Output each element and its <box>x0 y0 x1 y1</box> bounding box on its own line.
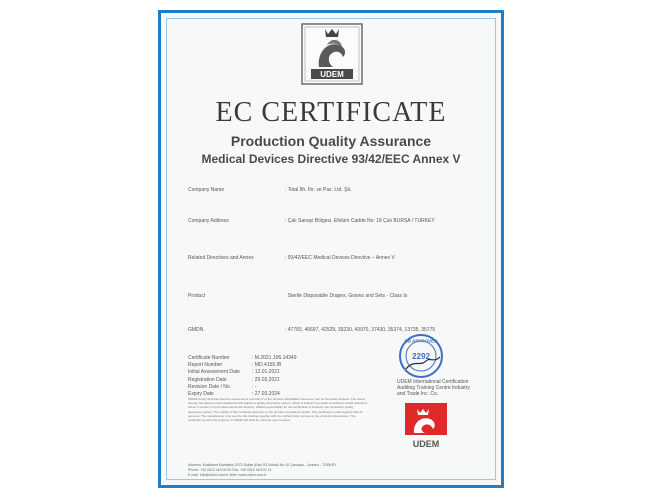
field-label: Related Directives and Annex <box>188 255 254 261</box>
stamp-text: NB APPROVED <box>404 338 438 344</box>
meta-row: Initial Assessment Date : 12.01.2021 <box>188 369 280 376</box>
issuer-block: UDEM International Certification Auditing Training Centre Industry and Trade Inc. Co. <box>397 379 470 397</box>
meta-row: Expiry Date : 27.03.2024 <box>188 391 280 398</box>
field-value: : 93/42/EEC Medical Devices Directive – Annex V <box>285 255 395 261</box>
certificate-frame <box>158 10 504 488</box>
field-company-name <box>188 187 352 193</box>
field-label: Company Address <box>188 218 229 224</box>
meta-row: Report Number : MD.4159.IB <box>188 362 282 369</box>
footer-contact: Address: Mutlukent Mahallesi 2073 Sokak (Eski 93 Sokak) No:10 Çankaya – Ankara – TURKEY Phone: +90 0312 443 03 90 Fax: +90 0312 443 03 74 E-mail: info@udem.com.tr Web: www.udem.com.tr <box>188 463 337 477</box>
field-gmdn <box>188 327 436 333</box>
field-label: GMDN <box>188 327 204 333</box>
field-company-address <box>188 218 435 224</box>
field-label: Company Name <box>188 187 225 193</box>
field-value: : 47783, 46697, 42529, 39230, 43970, 37430, 35374, 13735, 35775 <box>285 327 436 333</box>
fine-print: UDEM hereby declares that the requirements of Annex V of the directive 93/42/EEC have been met for the listed products. The above named manufacturer has established and applies a quality assurance system, which is subject to periodic surveillance audits defined in Annex V section 4 of the aforementioned directive. UDEM responsibility for CE certification is limited to the production quality assurance system. The validity of this certificate depends on the periodic surveillance audits. This certificate is valid together with its annexes. The manufacturer may use the CE marking together with the notified body number on the products listed above. The certificate remains the property of UDEM and shall be returned upon request. <box>188 397 368 423</box>
field-value: : Çalı Sanayi Bölgesi, Efelüm Cadde No: 18 Çalı BURSA / TURKEY <box>285 218 435 224</box>
meta-row: Revision Date / No. : - <box>188 383 257 390</box>
udem-crown-logo-icon <box>301 23 363 85</box>
approval-stamp-icon <box>398 333 444 379</box>
udem-red-logo-icon <box>401 401 451 453</box>
field-value: : Sterile Disposable Drapes, Gowns and Sets - Class Is <box>285 293 408 299</box>
meta-row: Certificate Number : M.2021.106.14349 <box>188 355 297 361</box>
field-label: Product <box>188 293 206 299</box>
field-value: : Total İth. İhr. ve Paz. Ltd. Şti. <box>285 187 352 193</box>
certificate-subtitle: Production Quality Assurance <box>230 133 432 149</box>
directive-line: Medical Devices Directive 93/42/EEC Annex V <box>201 152 461 166</box>
field-product <box>188 293 408 299</box>
certificate-title: EC CERTIFICATE <box>215 97 447 128</box>
meta-row: Registration Date : 29.03.2021 <box>188 376 280 383</box>
stamp-number: 2292 <box>412 352 430 361</box>
logo-text: UDEM <box>320 70 344 79</box>
certificate-meta <box>188 355 297 398</box>
field-related-directives <box>188 255 395 261</box>
logo-text: UDEM <box>412 439 440 449</box>
